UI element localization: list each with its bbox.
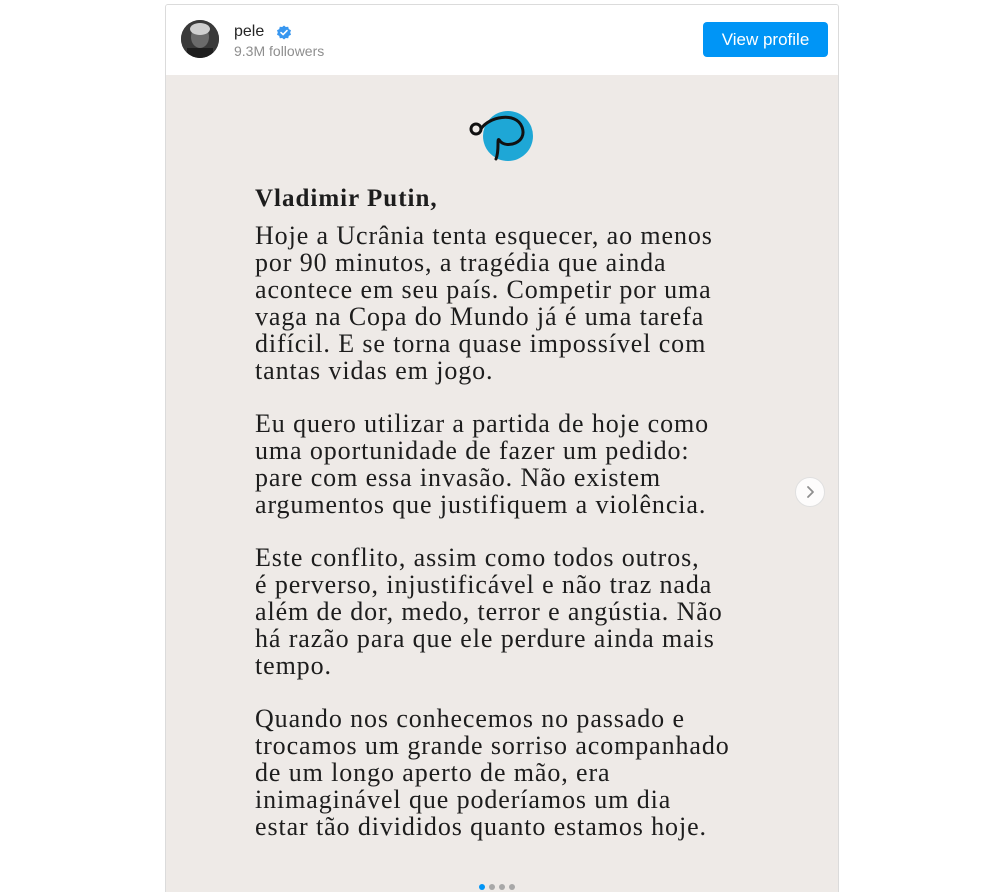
letter-line: pare com essa invasão. Não existem [255, 463, 662, 492]
post-image[interactable] [166, 75, 838, 892]
letter-line: estar tão divididos quanto estamos hoje. [255, 812, 707, 841]
post-header [166, 5, 838, 75]
letter-line: argumentos que justifiquem a violência. [255, 490, 707, 519]
letter-salutation: Vladimir Putin, [255, 185, 438, 212]
carousel-dot [499, 884, 505, 890]
profile-avatar[interactable] [181, 20, 219, 58]
follower-count: 9.3M followers [234, 43, 325, 59]
carousel-next-button[interactable] [795, 477, 825, 507]
letter-line: trocamos um grande sorriso acompanhado [255, 731, 730, 760]
instagram-embed-card [165, 4, 839, 892]
chevron-right-icon [804, 485, 816, 499]
letter-line: é perverso, injustificável e não traz nada [255, 570, 713, 599]
verified-badge-icon [276, 25, 292, 41]
letter-paragraph [255, 544, 775, 679]
letter-text [255, 185, 775, 866]
carousel-dot [489, 884, 495, 890]
letter-line: tempo. [255, 651, 332, 680]
letter-line: há razão para que ele perdure ainda mais [255, 624, 715, 653]
letter-line: Quando nos conhecemos no passado e [255, 704, 685, 733]
letter-paragraph [255, 410, 775, 518]
carousel-indicator [479, 884, 515, 890]
letter-line: Hoje a Ucrânia tenta esquecer, ao menos [255, 221, 713, 250]
letter-line: Eu quero utilizar a partida de hoje como [255, 409, 710, 438]
username[interactable]: pele [234, 23, 265, 40]
carousel-dot [479, 884, 485, 890]
letter-line: Este conflito, assim como todos outros, [255, 543, 700, 572]
logo-icon [466, 107, 538, 167]
avatar-image [181, 20, 219, 58]
carousel-dot [509, 884, 515, 890]
letter-line: acontece em seu país. Competir por uma [255, 275, 712, 304]
view-profile-button[interactable]: View profile [703, 22, 828, 57]
letter-line: vaga na Copa do Mundo já é uma tarefa [255, 302, 705, 331]
letter-line: uma oportunidade de fazer um pedido: [255, 436, 690, 465]
letter-paragraph [255, 705, 775, 840]
letter-line: por 90 minutos, a tragédia que ainda [255, 248, 667, 277]
letter-line: tantas vidas em jogo. [255, 356, 494, 385]
letter-paragraph [255, 222, 775, 384]
letter-line: inimaginável que poderíamos um dia [255, 785, 672, 814]
letter-line: além de dor, medo, terror e angústia. Não [255, 597, 723, 626]
letter-line: de um longo aperto de mão, era [255, 758, 611, 787]
letter-line: difícil. E se torna quase impossível com [255, 329, 707, 358]
